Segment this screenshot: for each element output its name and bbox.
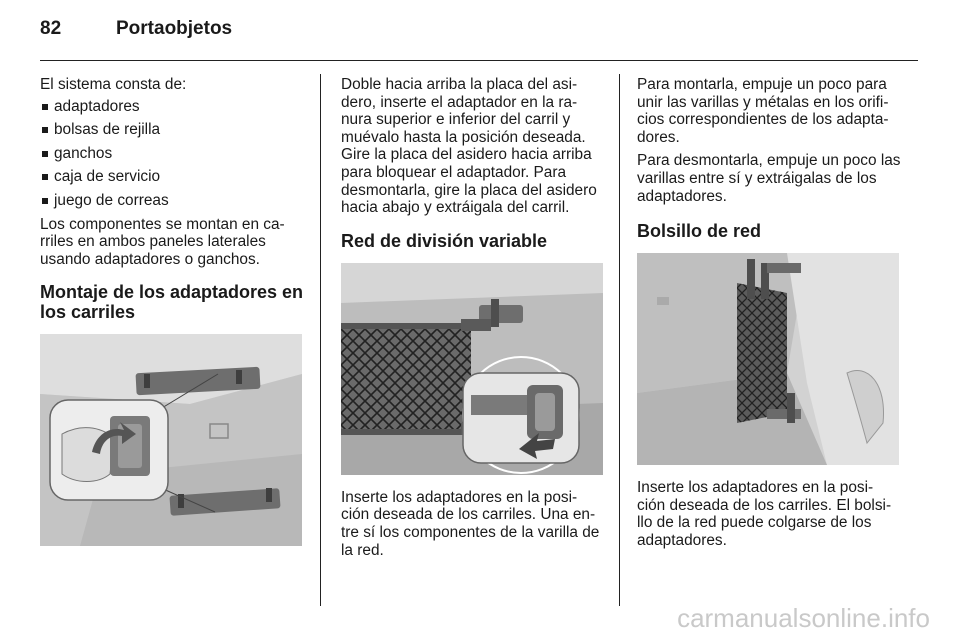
- bullet-icon: [42, 198, 48, 204]
- body-paragraph: Para montarla, empuje un poco para unir las varillas y métalas en los orifi-cios correspondientes de los adapta-dores.: [637, 76, 889, 146]
- watermark: carmanualsonline.info: [677, 603, 930, 633]
- list-item: ganchos: [40, 145, 304, 163]
- list-item: bolsas de rejilla: [40, 121, 304, 139]
- body-paragraph: Doble hacia arriba la placa del asi-dero, inserte el adaptador en la ra-nura superior e inferior del carril y muévalo hasta la posición deseada. Gire la placa del asidero hacia arriba para bloquear el adaptador. Para desmontarla, gire la placa del asidero hacia abajo y extráigala del carril.: [341, 76, 597, 217]
- body-paragraph: Inserte los adaptadores en la posi-ción deseada de los carriles. El bolsi-llo de la red puede colgarse de los adaptadores.: [637, 479, 892, 549]
- section-heading: Red de división variable: [341, 230, 548, 251]
- components-list: [40, 98, 304, 210]
- body-paragraph: Para desmontarla, empuje un poco las varillas entre sí y extráigalas de los adaptadores.: [637, 152, 901, 205]
- header-rule: [40, 60, 918, 61]
- page-title: Portaobjetos: [116, 18, 233, 39]
- column-1: [40, 76, 304, 546]
- dividing-net-illustration: [341, 263, 603, 475]
- list-item: adaptadores: [40, 98, 304, 116]
- bullet-icon: [42, 127, 48, 133]
- section-heading: Bolsillo de red: [637, 221, 762, 242]
- section-heading: Montaje de los adaptadores en los carriles: [40, 282, 304, 323]
- body-paragraph: Los componentes se montan en ca-rriles en ambos paneles laterales usando adaptadores o ganchos.: [40, 215, 285, 268]
- bullet-icon: [42, 104, 48, 110]
- column-3: [637, 76, 901, 550]
- page-number: 82: [40, 18, 62, 39]
- list-item: juego de correas: [40, 192, 304, 210]
- column-divider-2: [619, 74, 620, 606]
- column-divider-1: [320, 74, 321, 606]
- rail-adapter-illustration: [40, 334, 302, 546]
- bullet-icon: [42, 174, 48, 180]
- intro-text: El sistema consta de:: [40, 76, 187, 93]
- list-item: caja de servicio: [40, 168, 304, 186]
- column-2: [341, 76, 605, 559]
- bullet-icon: [42, 151, 48, 157]
- net-pocket-illustration: [637, 253, 899, 465]
- page-header: [40, 18, 232, 48]
- body-paragraph: Inserte los adaptadores en la posi-ción deseada de los carriles. Una en-tre sí los componentes de la varilla de la red.: [341, 488, 600, 559]
